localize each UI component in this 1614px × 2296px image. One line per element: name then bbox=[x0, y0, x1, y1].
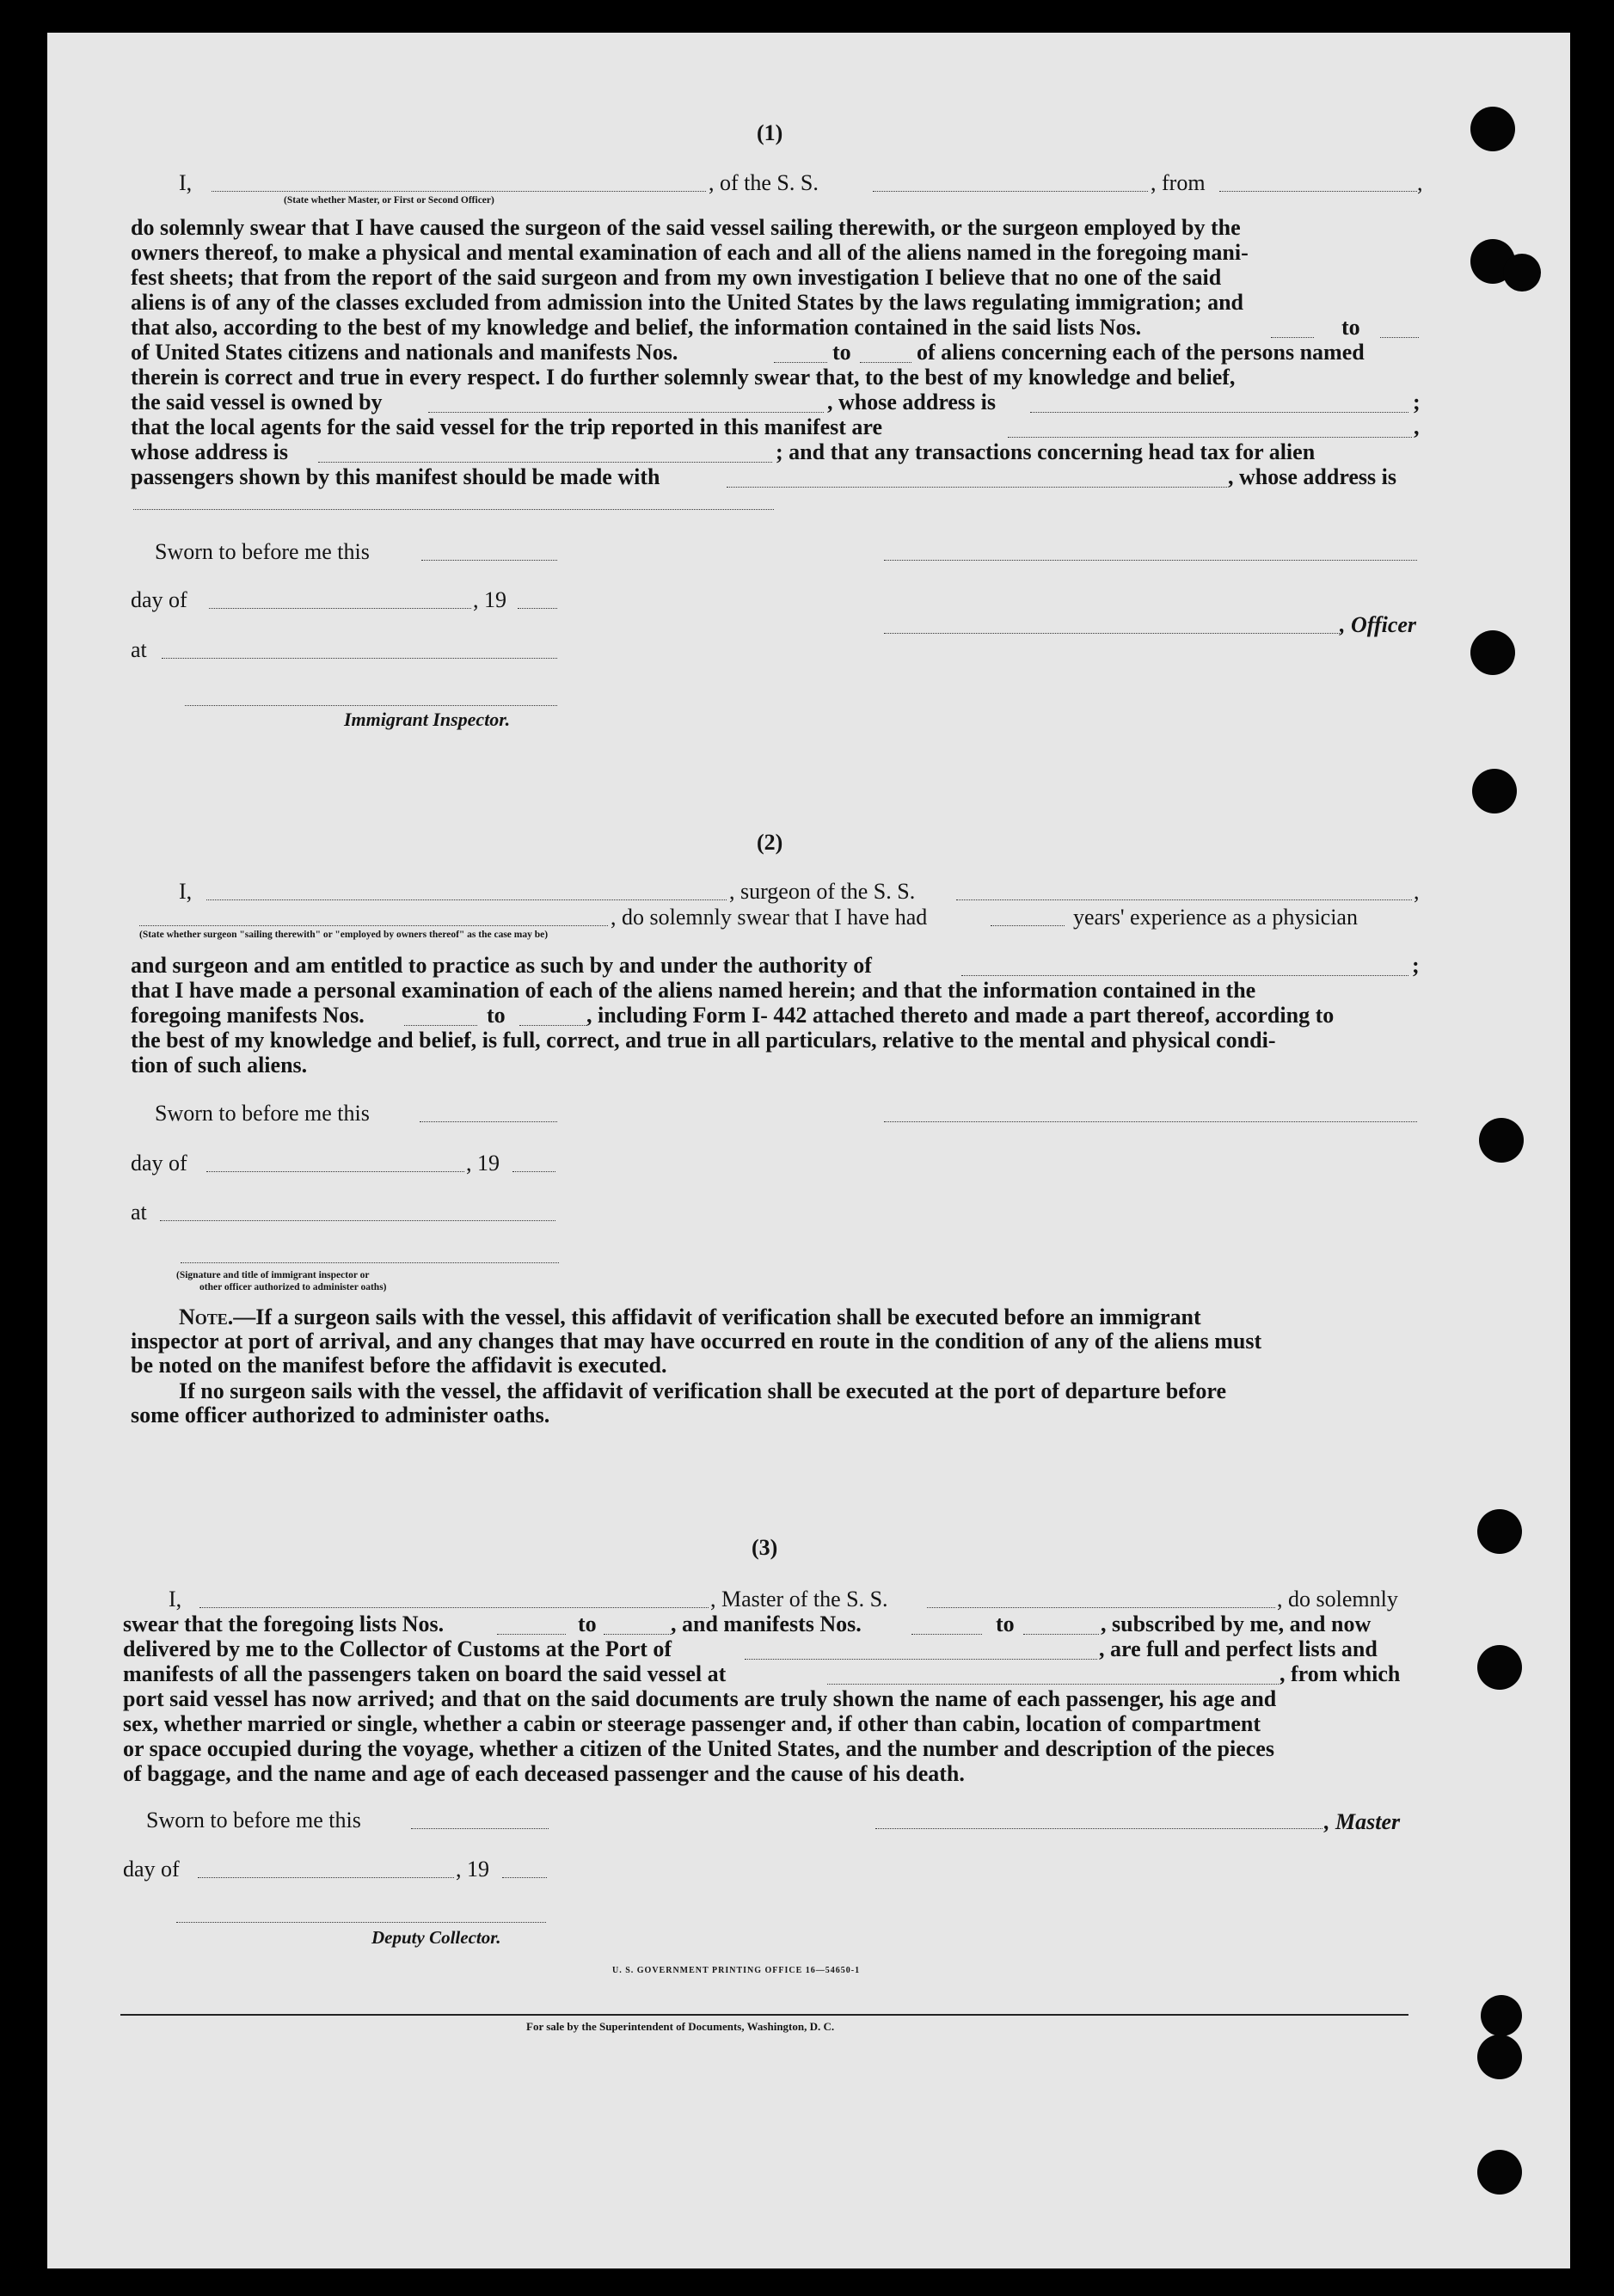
s2-sig-note-1: (Signature and title of immigrant inspector or bbox=[176, 1270, 370, 1280]
s2-semicolon: ; bbox=[1412, 953, 1420, 978]
s2-including: , including Form I- 442 attached thereto and made a part thereof, according to bbox=[586, 1003, 1335, 1028]
s1-citizens-a: of United States citizens and nationals and manifests Nos. bbox=[131, 340, 678, 365]
s2-at: at bbox=[131, 1200, 147, 1225]
s2-note-line-1 bbox=[179, 1305, 1201, 1330]
s1-owner-field[interactable] bbox=[428, 412, 824, 413]
s1-owned-by: the said vessel is owned by bbox=[131, 390, 383, 414]
s1-agents-address-field[interactable] bbox=[318, 462, 772, 463]
s1-day-of: day of bbox=[131, 587, 187, 612]
s2-note-line-3: be noted on the manifest before the affidavit is executed. bbox=[131, 1353, 667, 1378]
s3-day-field[interactable] bbox=[198, 1877, 454, 1878]
s3-line-7: or space occupied during the voyage, whether a citizen of the United States, and the number and description of the pieces bbox=[123, 1736, 1274, 1761]
s2-authority: and surgeon and am entitled to practice as such by and under the authority of bbox=[131, 953, 872, 978]
s3-full-perfect: , are full and perfect lists and bbox=[1099, 1636, 1378, 1661]
s3-sworn: Sworn to before me this bbox=[146, 1808, 361, 1833]
s1-i-label: I, bbox=[179, 170, 193, 195]
s2-manifest-from-field[interactable] bbox=[404, 1025, 477, 1026]
s2-note-text-1: —If a surgeon sails with the vessel, this affidavit of verification shall be executed before an immigrant bbox=[233, 1305, 1201, 1329]
s3-to-1: to bbox=[578, 1611, 597, 1636]
s1-officer-name-line[interactable] bbox=[884, 633, 1340, 634]
s2-day-of: day of bbox=[131, 1151, 187, 1176]
s3-subscribed: , subscribed by me, and now bbox=[1101, 1611, 1372, 1636]
s2-surgeon-name-field[interactable] bbox=[206, 899, 727, 900]
s2-day-field[interactable] bbox=[206, 1171, 464, 1172]
s2-note-line-2: inspector at port of arrival, and any changes that may have occurred en route in the condition of any of the aliens must bbox=[131, 1329, 1262, 1354]
s3-line-6: sex, whether married or single, whether a cabin or steerage passenger and, if other than cabin, location of compartment bbox=[123, 1711, 1261, 1736]
s3-deputy-signature-field[interactable] bbox=[176, 1922, 546, 1923]
punch-hole-9 bbox=[1481, 1995, 1522, 2036]
footer-rule bbox=[120, 2014, 1408, 2016]
sale-notice: For sale by the Superintendent of Documents, Washington, D. C. bbox=[526, 2020, 835, 2033]
s2-manifests: foregoing manifests Nos. bbox=[131, 1003, 365, 1028]
s1-line-4: aliens is of any of the classes excluded from admission into the United States by the laws regulating immigration; and bbox=[131, 290, 1244, 315]
s2-note-line-4: If no surgeon sails with the vessel, the affidavit of verification shall be executed at the port of departure before bbox=[179, 1378, 1227, 1403]
s3-delivered: delivered by me to the Collector of Customs at the Port of bbox=[123, 1636, 672, 1661]
punch-hole-6 bbox=[1479, 1118, 1524, 1163]
s1-line-5: that also, according to the best of my knowledge and belief, the information contained in the said lists Nos. bbox=[131, 315, 1142, 340]
s3-ship-name-field[interactable] bbox=[927, 1607, 1275, 1608]
s2-note-line-5: some officer authorized to administer oaths. bbox=[131, 1403, 550, 1427]
s2-years: years' experience as a physician bbox=[1073, 905, 1358, 930]
punch-hole-4 bbox=[1470, 630, 1515, 675]
s3-manifests-from-field[interactable] bbox=[911, 1634, 982, 1635]
s3-master-signature-field[interactable] bbox=[875, 1828, 1322, 1829]
s3-from-which: , from which bbox=[1280, 1661, 1401, 1686]
s1-at: at bbox=[131, 637, 147, 662]
s1-line-7: therein is correct and true in every respect. I do further solemnly swear that, to the best of my knowledge and belief, bbox=[131, 365, 1236, 390]
s1-to-2: to bbox=[832, 340, 851, 365]
s3-i-label: I, bbox=[169, 1587, 182, 1611]
s1-whose-address: , whose address is bbox=[827, 390, 997, 414]
s3-deputy-label: Deputy Collector. bbox=[371, 1927, 501, 1948]
s1-semicolon: ; bbox=[1413, 390, 1421, 414]
s2-swear-had: , do solemnly swear that I have had bbox=[611, 905, 928, 930]
punch-hole-11 bbox=[1477, 2150, 1522, 2195]
s1-from-label: , from bbox=[1151, 170, 1206, 195]
s3-lists-to-field[interactable] bbox=[604, 1634, 671, 1635]
s1-lists-to-field[interactable] bbox=[1380, 337, 1419, 338]
s2-surgeon-signature-field[interactable] bbox=[884, 1121, 1417, 1122]
s3-to-2: to bbox=[996, 1611, 1015, 1636]
s1-inspector-label: Immigrant Inspector. bbox=[344, 709, 511, 730]
punch-hole-5 bbox=[1472, 769, 1517, 813]
s1-of-ss-label: , of the S. S. bbox=[709, 170, 819, 195]
s1-from-port-field[interactable] bbox=[1219, 191, 1417, 192]
s3-line-5: port said vessel has now arrived; and that on the said documents are truly shown the name of each passenger, his age and bbox=[123, 1686, 1277, 1711]
s3-sworn-date-field[interactable] bbox=[411, 1828, 549, 1829]
s1-passengers: passengers shown by this manifest should be made with bbox=[131, 464, 660, 489]
s1-agents-comma: , bbox=[1414, 414, 1420, 439]
s1-sworn-date-field[interactable] bbox=[421, 560, 557, 561]
s1-inspector-signature-field[interactable] bbox=[185, 705, 557, 706]
s2-inspector-signature-field[interactable] bbox=[181, 1262, 559, 1263]
s2-nineteen: , 19 bbox=[466, 1151, 500, 1176]
s1-whose-address-2: whose address is bbox=[131, 439, 289, 464]
s1-ship-name-field[interactable] bbox=[873, 191, 1148, 192]
s2-line-5: the best of my knowledge and belief, is full, correct, and true in all particulars, relative to the mental and physical condi- bbox=[131, 1028, 1276, 1053]
s1-officer-name-field[interactable] bbox=[212, 191, 706, 192]
s2-surgeon-type-field[interactable] bbox=[139, 925, 608, 926]
s1-agents-field[interactable] bbox=[1008, 437, 1412, 438]
s1-line-2: owners thereof, to make a physical and mental examination of each and all of the aliens named in the foregoing mani- bbox=[131, 240, 1249, 265]
s1-to-1: to bbox=[1341, 315, 1360, 340]
s3-swear-lists: swear that the foregoing lists Nos. bbox=[123, 1611, 445, 1636]
s3-lists-from-field[interactable] bbox=[497, 1634, 566, 1635]
s1-citizens-b: of aliens concerning each of the persons named bbox=[917, 340, 1365, 365]
punch-hole-7 bbox=[1477, 1509, 1522, 1554]
s1-manifest-from-field[interactable] bbox=[774, 362, 827, 363]
s2-sworn-date-field[interactable] bbox=[420, 1121, 557, 1122]
s2-sworn: Sworn to before me this bbox=[155, 1101, 370, 1126]
punch-hole-10 bbox=[1477, 2035, 1522, 2079]
s2-ship-name-field[interactable] bbox=[956, 899, 1412, 900]
s2-i-label: I, bbox=[179, 879, 193, 904]
punch-hole-8 bbox=[1477, 1645, 1522, 1690]
s3-manifests-all: manifests of all the passengers taken on board the said vessel at bbox=[123, 1661, 727, 1686]
s3-master-of: , Master of the S. S. bbox=[710, 1587, 888, 1611]
s1-officer-label: , Officer bbox=[1340, 612, 1417, 637]
s3-master-name-field[interactable] bbox=[199, 1607, 709, 1608]
s3-line-8: of baggage, and the name and age of each deceased passenger and the cause of his death. bbox=[123, 1761, 965, 1786]
s1-head-tax-address-field[interactable] bbox=[133, 509, 774, 510]
s1-head-tax-agent-field[interactable] bbox=[727, 487, 1227, 488]
s2-to: to bbox=[487, 1003, 506, 1028]
s2-sig-note-2: other officer authorized to administer oaths) bbox=[199, 1282, 387, 1292]
section-2-number: (2) bbox=[757, 830, 783, 855]
s2-year-field[interactable] bbox=[512, 1171, 555, 1172]
gpo-imprint: U. S. GOVERNMENT PRINTING OFFICE 16—54650-1 bbox=[612, 1966, 861, 1975]
s1-officer-signature-field[interactable] bbox=[884, 560, 1417, 561]
s2-years-field[interactable] bbox=[991, 925, 1065, 926]
s3-master-label: , Master bbox=[1324, 1809, 1401, 1834]
s3-day-of: day of bbox=[123, 1857, 180, 1882]
s1-line-1: do solemnly swear that I have caused the surgeon of the said vessel sailing therewith, or the surgeon employed by the bbox=[131, 215, 1241, 240]
section-1-number: (1) bbox=[757, 120, 783, 145]
s2-surgeon-note: (State whether surgeon "sailing therewith" or "employed by owners thereof" as the case may be) bbox=[139, 930, 549, 940]
s1-nineteen: , 19 bbox=[473, 587, 506, 612]
s2-authority-field[interactable] bbox=[961, 975, 1408, 976]
s3-nineteen: , 19 bbox=[456, 1857, 489, 1882]
s1-trailing-comma: , bbox=[1417, 170, 1423, 195]
s2-note-label: Note. bbox=[179, 1305, 234, 1329]
s1-head-tax: ; and that any transactions concerning head tax for alien bbox=[776, 439, 1316, 464]
s1-sworn: Sworn to before me this bbox=[155, 539, 370, 564]
s1-whose-address-3: , whose address is bbox=[1228, 464, 1397, 489]
s1-local-agents: that the local agents for the said vessel for the trip reported in this manifest are bbox=[131, 414, 883, 439]
s3-year-field[interactable] bbox=[502, 1877, 547, 1878]
s2-manifest-to-field[interactable] bbox=[519, 1025, 586, 1026]
s1-manifest-to-field[interactable] bbox=[860, 362, 911, 363]
s1-year-field[interactable] bbox=[518, 608, 557, 609]
s1-lists-from-field[interactable] bbox=[1271, 337, 1314, 338]
s1-owner-address-field[interactable] bbox=[1030, 412, 1408, 413]
s1-at-field[interactable] bbox=[162, 658, 557, 659]
section-3-number: (3) bbox=[752, 1535, 778, 1560]
s1-line-3: fest sheets; that from the report of the said surgeon and from my own investigation I believe that no one of the said bbox=[131, 265, 1222, 290]
s2-line-6: tion of such aliens. bbox=[131, 1053, 308, 1077]
s1-day-field[interactable] bbox=[209, 608, 471, 609]
punch-hole-1 bbox=[1470, 107, 1515, 151]
s2-surgeon-of: , surgeon of the S. S. bbox=[729, 879, 916, 904]
punch-hole-3 bbox=[1503, 254, 1541, 292]
s2-line-3: that I have made a personal examination of each of the aliens named herein; and that the information contained in the bbox=[131, 978, 1256, 1003]
s3-solemnly: , do solemnly bbox=[1277, 1587, 1398, 1611]
s1-officer-note: (State whether Master, or First or Second Officer) bbox=[284, 195, 494, 206]
s2-at-field[interactable] bbox=[160, 1220, 555, 1221]
s3-port-field[interactable] bbox=[745, 1659, 1097, 1660]
s3-manifests-to-field[interactable] bbox=[1023, 1634, 1099, 1635]
s2-comma: , bbox=[1414, 879, 1420, 904]
s3-departure-port-field[interactable] bbox=[827, 1684, 1279, 1685]
s3-and-manifests: , and manifests Nos. bbox=[671, 1611, 862, 1636]
